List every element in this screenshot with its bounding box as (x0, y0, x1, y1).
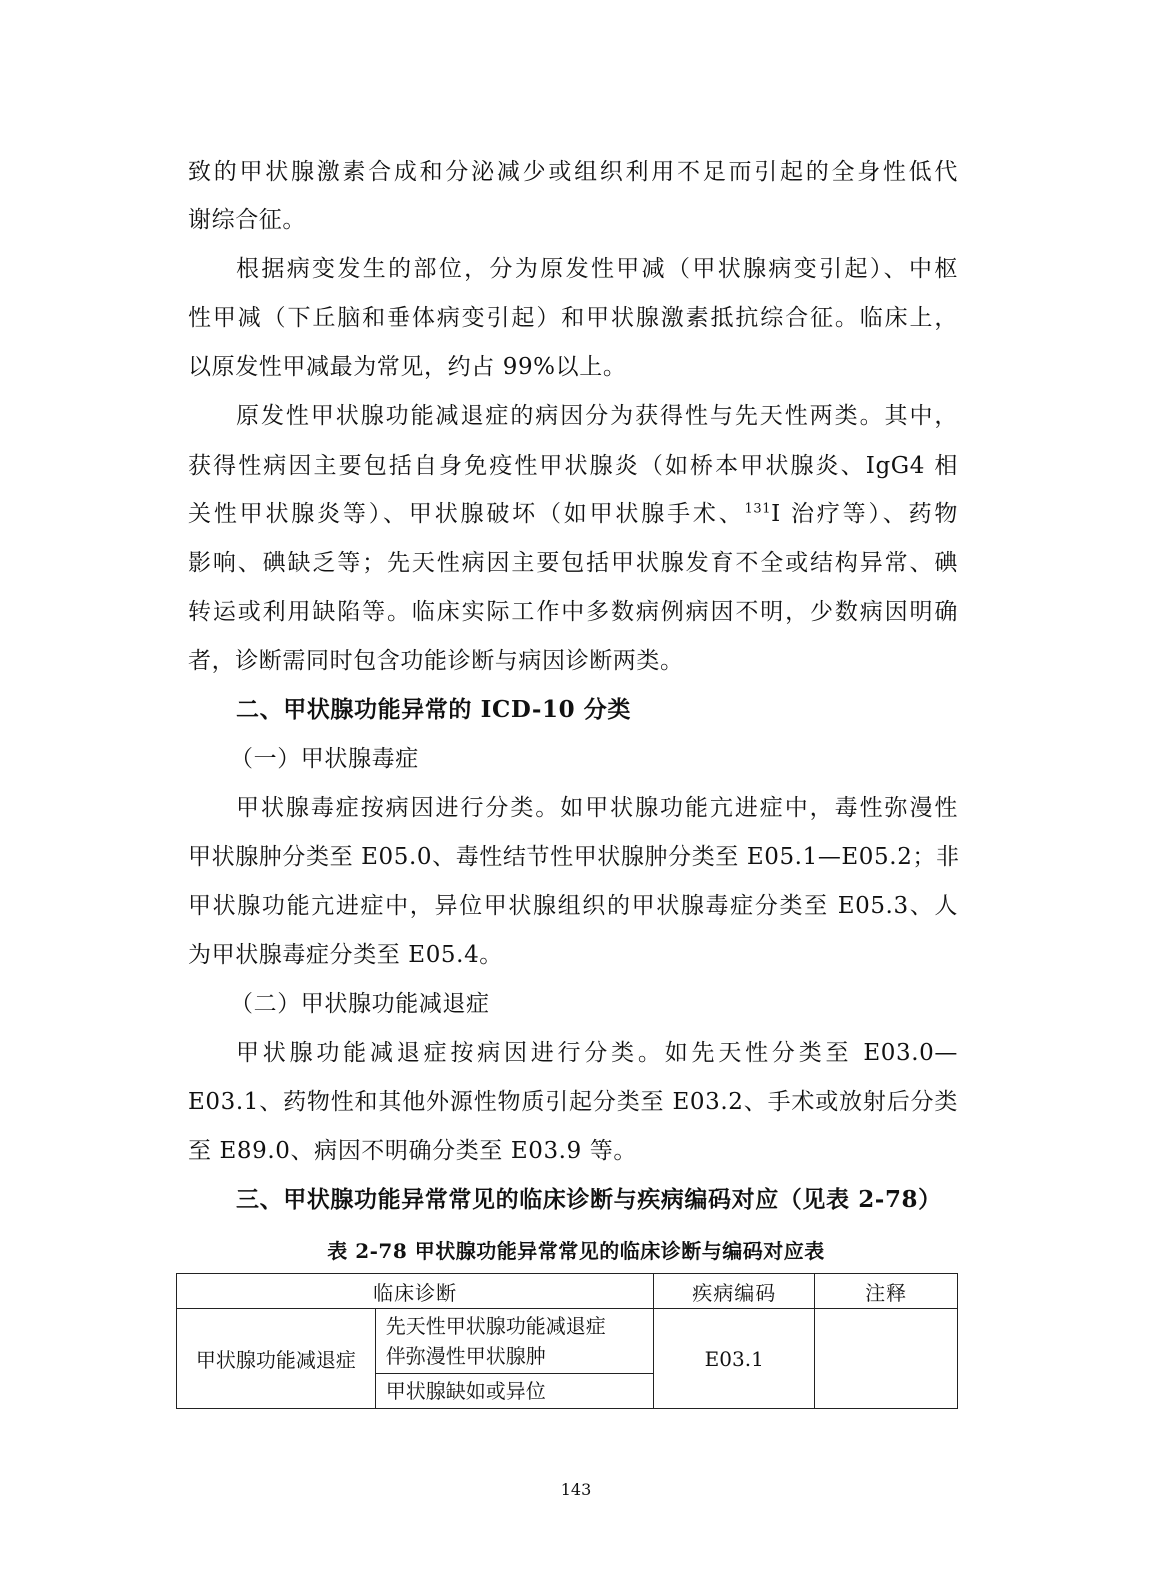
paragraph3-line6: 者，诊断需同时包含功能诊断与病因诊断两类。 (188, 648, 684, 674)
isotope-superscript: 131 (744, 501, 772, 517)
paragraph3-line1: 原发性甲状腺功能减退症的病因分为获得性与先天性两类。其中， (236, 403, 958, 429)
note-cell (815, 1309, 958, 1409)
diagnosis-category: 甲状腺功能减退症 (177, 1309, 376, 1409)
code-cell: E03.1 (654, 1309, 815, 1409)
diagnosis-item2: 甲状腺缺如或异位 (375, 1374, 654, 1409)
diagnosis-item (375, 1309, 654, 1374)
paragraph3-line4: 影响、碘缺乏等；先天性病因主要包括甲状腺发育不全或结构异常、碘 (188, 550, 958, 576)
section2-sub1-heading: （一）甲状腺毒症 (230, 746, 419, 772)
paragraph3-line5: 转运或利用缺陷等。临床实际工作中多数病例病因不明，少数病因明确 (188, 599, 958, 625)
header-diagnosis: 临床诊断 (177, 1274, 654, 1309)
paragraph3-line2: 获得性病因主要包括自身免疫性甲状腺炎（如桥本甲状腺炎、IgG4 相 (188, 453, 958, 479)
section2-sub2-line3: 至 E89.0、病因不明确分类至 E03.9 等。 (188, 1138, 637, 1164)
page-number: 143 (560, 1480, 592, 1499)
section2-sub1-line3: 甲状腺功能亢进症中，异位甲状腺组织的甲状腺毒症分类至 E05.3、人 (188, 893, 958, 919)
section2-sub2-heading: （二）甲状腺功能减退症 (230, 991, 490, 1017)
section2-sub2-line2: E03.1、药物性和其他外源性物质引起分类至 E03.2、手术或放射后分类 (188, 1089, 958, 1115)
section2-sub2-line1: 甲状腺功能减退症按病因进行分类。如先天性分类至 E03.0— (236, 1040, 958, 1066)
section2-sub1-line2: 甲状腺肿分类至 E05.0、毒性结节性甲状腺肿分类至 E05.1—E05.2；非 (188, 844, 960, 870)
section2-sub1-line4: 为甲状腺毒症分类至 E05.4。 (188, 942, 503, 968)
paragraph3-line3-post: I 治疗等）、药物 (771, 501, 959, 527)
diagnosis-item1-line1: 先天性甲状腺功能减退症 (385, 1314, 606, 1338)
paragraph2-line3: 以原发性甲减最为常见，约占 99%以上。 (188, 354, 627, 380)
diagnosis-item1-line2: 伴弥漫性甲状腺肿 (385, 1344, 546, 1368)
table-header-row (177, 1274, 958, 1309)
section2-heading: 二、甲状腺功能异常的 ICD-10 分类 (236, 696, 632, 723)
section2-sub1-line1: 甲状腺毒症按病因进行分类。如甲状腺功能亢进症中，毒性弥漫性 (236, 795, 958, 821)
paragraph3-line3-pre: 关性甲状腺炎等）、甲状腺破坏（如甲状腺手术、 (188, 501, 745, 527)
header-code: 疾病编码 (654, 1274, 815, 1309)
header-note: 注释 (815, 1274, 958, 1309)
section3-heading: 三、甲状腺功能异常常见的临床诊断与疾病编码对应（见表 2-78） (236, 1186, 942, 1213)
table-caption: 表 2-78 甲状腺功能异常常见的临床诊断与编码对应表 (327, 1239, 825, 1263)
paragraph2-line2: 性甲减（下丘脑和垂体病变引起）和甲状腺激素抵抗综合征。临床上， (188, 305, 958, 331)
paragraph2-line1: 根据病变发生的部位，分为原发性甲减（甲状腺病变引起）、中枢 (236, 256, 958, 282)
diagnosis-code-table (176, 1273, 958, 1409)
paragraph1-line1: 致的甲状腺激素合成和分泌减少或组织利用不足而引起的全身性低代 (188, 159, 958, 185)
paragraph3-line3 (188, 499, 958, 529)
table-row (177, 1309, 958, 1374)
paragraph1-line2: 谢综合征。 (188, 207, 306, 233)
